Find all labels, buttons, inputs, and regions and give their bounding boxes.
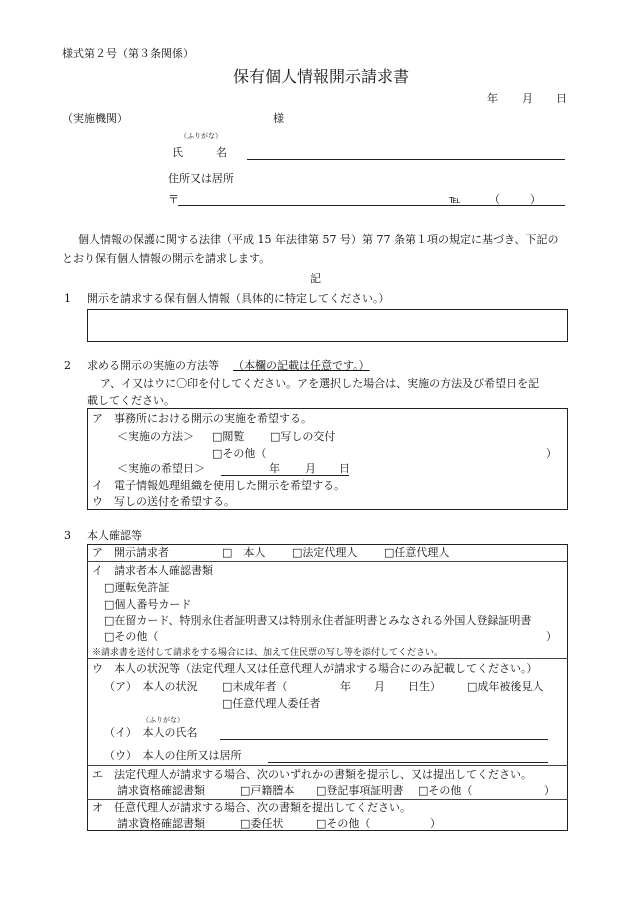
desired-date-day: 日 — [339, 462, 350, 475]
checkbox-registry-cert[interactable]: □登記事項証明書 — [316, 784, 404, 797]
divider — [87, 561, 568, 562]
applicant-name-label: 氏 名 — [172, 146, 227, 159]
option-u-mail[interactable]: ウ 写しの送付を希望する。 — [92, 495, 235, 508]
checkbox-residence-card[interactable]: □在留カード、特別永住者証明書又は特別永住者証明書とみなされる外国人登録証明書 — [104, 614, 532, 627]
checkbox-other-method[interactable]: □その他（ — [212, 447, 267, 460]
applicant-address-field[interactable] — [178, 205, 565, 206]
agency-label: （実施機関） — [62, 112, 128, 125]
form-number: 様式第２号（第３条関係） — [62, 47, 194, 60]
checkbox-self[interactable]: □ 本人 — [222, 546, 266, 559]
option-i-electronic[interactable]: イ 電子情報処理組織を使用した開示を希望する。 — [92, 479, 345, 492]
section3-number: 3 — [64, 529, 71, 542]
checkbox-copy[interactable]: □写しの交付 — [270, 430, 336, 443]
checkbox-voluntary-agent[interactable]: □任意代理人 — [384, 546, 450, 559]
voluntary-agent-docs-type: 請求資格確認書類 — [117, 817, 205, 830]
checkbox-adult-ward[interactable]: □成年被後見人 — [467, 680, 544, 693]
checkbox-power-of-attorney[interactable]: □委任状 — [240, 817, 284, 830]
ki-label: 記 — [310, 272, 321, 285]
applicant-furigana: （ふりがな） — [180, 132, 222, 140]
other-voluntary-doc-paren-close: ） — [430, 817, 441, 830]
other-method-paren-close: ） — [546, 447, 557, 460]
section2-number: 2 — [64, 359, 71, 372]
section2-instruction1: ア、イ又はウに〇印を付してください。アを選択した場合は、実施の方法及び希望日を記 — [100, 377, 540, 390]
divider — [87, 765, 568, 766]
checkbox-view[interactable]: □閲覧 — [212, 430, 245, 443]
section2-instruction2: 載してください。 — [87, 394, 175, 407]
legal-agent-docs-type: 請求資格確認書類 — [117, 784, 205, 797]
desired-date-year: 年 — [269, 462, 280, 475]
section3-title: 本人確認等 — [87, 529, 142, 542]
principal-name-field[interactable] — [220, 739, 548, 740]
tel-paren-open: （ — [489, 193, 500, 206]
intro-line1: 個人情報の保護に関する法律（平成 15 年法律第 57 号）第 77 条第１項の規定に基づき、下記の — [78, 233, 559, 246]
checkbox-mandator[interactable]: □任意代理人委任者 — [222, 697, 321, 710]
date-year-label: 年 — [487, 92, 498, 105]
other-id-paren-close: ） — [546, 630, 557, 643]
intro-line2: とおり保有個人情報の開示を請求します。 — [62, 252, 271, 265]
requested-info-field[interactable] — [87, 309, 568, 342]
tel-paren-close: ） — [530, 193, 541, 206]
principal-status-subtitle: （ア） 本人の状況 — [104, 680, 198, 693]
other-legal-doc-paren-close: ） — [544, 784, 555, 797]
page-title: 保有個人情報開示請求書 — [233, 67, 410, 86]
option-a-office[interactable]: ア 事務所における開示の実施を希望する。 — [92, 412, 312, 425]
tel-label: ℡ — [449, 193, 461, 206]
checkbox-drivers-license[interactable]: □運転免許証 — [104, 581, 170, 594]
section2-title: 求める開示の実施の方法等 — [87, 359, 219, 372]
desired-date-field[interactable] — [221, 475, 349, 476]
section1-title: 開示を請求する保有個人情報（具体的に特定してください。） — [87, 292, 390, 305]
id-docs-note: ※請求書を送付して請求をする場合には、加えて住民票の写し等を添付してください。 — [92, 648, 444, 658]
principal-status-label: ウ 本人の状況等（法定代理人又は任意代理人が請求する場合にのみ記載してください。） — [92, 662, 538, 675]
postal-mark: 〒 — [168, 193, 179, 206]
checkbox-family-register[interactable]: □戸籍謄本 — [240, 784, 295, 797]
principal-name-label: （イ） 本人の氏名 — [104, 726, 198, 739]
desired-date-month: 月 — [305, 462, 316, 475]
checkbox-my-number-card[interactable]: □個人番号カード — [104, 598, 192, 611]
checkbox-other-legal-doc[interactable]: □その他（ — [418, 784, 473, 797]
requester-label: ア 開示請求者 — [92, 546, 169, 559]
voluntary-agent-docs-label: オ 任意代理人が請求する場合、次の書類を提出してください。 — [92, 801, 411, 814]
legal-agent-docs-label: エ 法定代理人が請求する場合、次のいずれかの書類を提示し、又は提出してください。 — [92, 768, 532, 781]
minor-birth-day: 日生） — [408, 680, 441, 693]
section1-number: 1 — [64, 292, 71, 305]
section2-title-note: （本欄の記載は任意です。） — [233, 359, 370, 372]
minor-birth-year: 年 — [340, 680, 351, 693]
applicant-address-label: 住所又は居所 — [168, 172, 234, 185]
checkbox-minor[interactable]: □未成年者（ — [222, 680, 288, 693]
date-month-label: 月 — [522, 92, 533, 105]
date-day-label: 日 — [556, 92, 567, 105]
checkbox-other-id[interactable]: □その他（ — [104, 630, 159, 643]
applicant-name-field[interactable] — [247, 159, 565, 160]
desired-date-label: ＜実施の希望日＞ — [117, 462, 205, 475]
id-docs-label: イ 請求者本人確認書類 — [92, 564, 213, 577]
divider — [87, 799, 568, 800]
principal-name-furigana: （ふりがな） — [142, 716, 184, 724]
checkbox-other-voluntary-doc[interactable]: □その他（ — [316, 817, 371, 830]
minor-birth-month: 月 — [374, 680, 385, 693]
method-label: ＜実施の方法＞ — [117, 430, 194, 443]
agency-honorific: 様 — [273, 112, 284, 125]
principal-address-field[interactable] — [268, 762, 548, 763]
principal-address-label: （ウ） 本人の住所又は居所 — [104, 749, 242, 762]
checkbox-legal-agent[interactable]: □法定代理人 — [292, 546, 358, 559]
